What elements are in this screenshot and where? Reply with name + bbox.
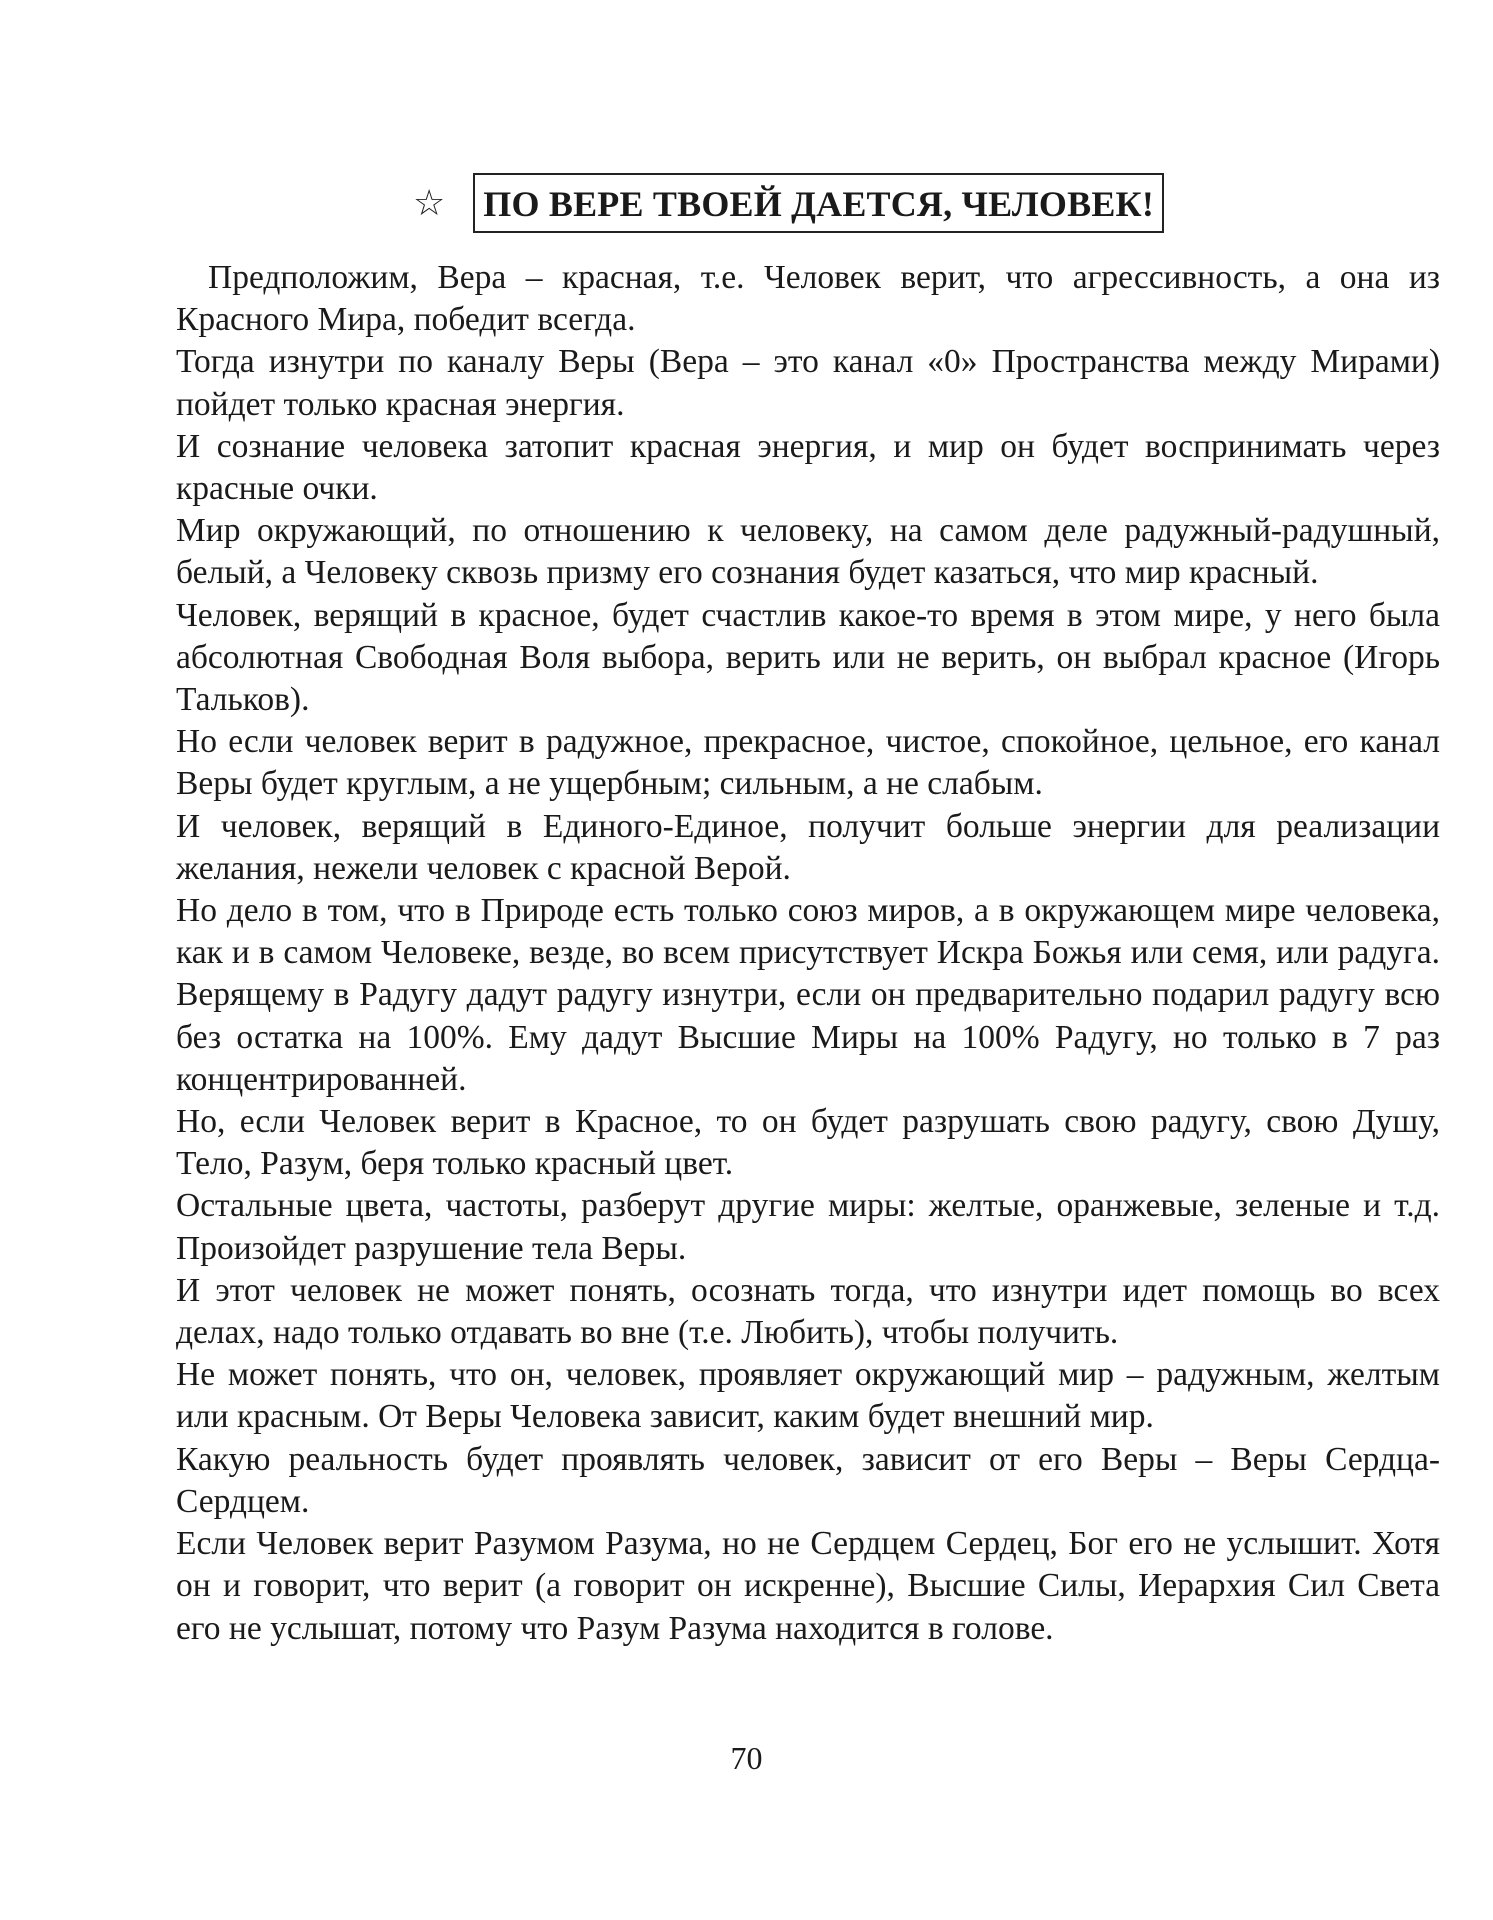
- paragraph: Человек, верящий в красное, будет счастлив какое-то время в этом мире, у него была абсолютная Свободная Воля выбора, верить или не верить, он выбрал красное (Игорь Тальков).: [176, 596, 1440, 719]
- chapter-heading: [413, 172, 1164, 234]
- paragraph: Но, если Человек верит в Красное, то он будет разрушать свою радугу, свою Душу, Тело, Разум, беря только красный цвет.: [176, 1103, 1440, 1183]
- paragraph: И этот человек не может понять, осознать тогда, что изнутри идет помощь во всех делах, надо только отдавать во вне (т.е. Любить), чтобы получить.: [176, 1271, 1440, 1352]
- paragraph: Какую реальность будет проявлять человек, зависит от его Веры – Веры Сердца-Сердцем.: [176, 1440, 1440, 1520]
- star-icon: ☆: [413, 183, 446, 223]
- paragraph: Не может понять, что он, человек, проявляет окружающий мир – радужным, желтым или красным. От Веры Человека зависит, каким будет внешний мир.: [176, 1356, 1440, 1436]
- paragraph: И сознание человека затопит красная энергия, и мир он будет воспринимать через красные очки.: [176, 427, 1440, 508]
- paragraph: Мир окружающий, по отношению к человеку, на самом деле радужный-радушный, белый, а Человеку сквозь призму его сознания будет казаться, что мир красный.: [176, 512, 1440, 592]
- paragraph: Если Человек верит Разумом Разума, но не Сердцем Сердец, Бог его не услышит. Хотя он и говорит, что верит (а говорит он искренне), Высшие Силы, Иерархия Сил Света его не услышат, потому что Разум Разума находится в голове.: [176, 1525, 1440, 1647]
- chapter-title: ПО ВЕРЕ ТВОЕЙ ДАЕТСЯ, ЧЕЛОВЕК!: [473, 173, 1164, 233]
- paragraph: Предположим, Вера – красная, т.е. Человек верит, что агрессивность, а она из Красного Мира, победит всегда.: [176, 259, 1440, 339]
- paragraph: Тогда изнутри по каналу Веры (Вера – это канал «0» Пространства между Мирами) пойдет только красная энергия.: [176, 343, 1440, 423]
- paragraph: Остальные цвета, частоты, разберут другие миры: желтые, оранжевые, зеленые и т.д. Произойдет разрушение тела Веры.: [176, 1187, 1440, 1267]
- page-number: 70: [730, 1740, 763, 1776]
- paragraph: И человек, верящий в Единого-Единое, получит больше энергии для реализации желания, нежели человек с красной Верой.: [176, 807, 1440, 887]
- paragraph: Но дело в том, что в Природе есть только союз миров, а в окружающем мире человека, как и в самом Человеке, везде, во всем присутствует Искра Божья или семя, или радуга. Верящему в Радугу дадут радугу изнутри, если он предварительно подарил радугу всю без остатка на 100%. Ему дадут Высшие Миры на 100% Радугу, но только в 7 раз концентрированней.: [176, 892, 1440, 1098]
- body-text: [176, 257, 1440, 1650]
- paragraph: Но если человек верит в радужное, прекрасное, чистое, спокойное, цельное, его канал Веры будет круглым, а не ущербным; сильным, а не слабым.: [176, 723, 1440, 803]
